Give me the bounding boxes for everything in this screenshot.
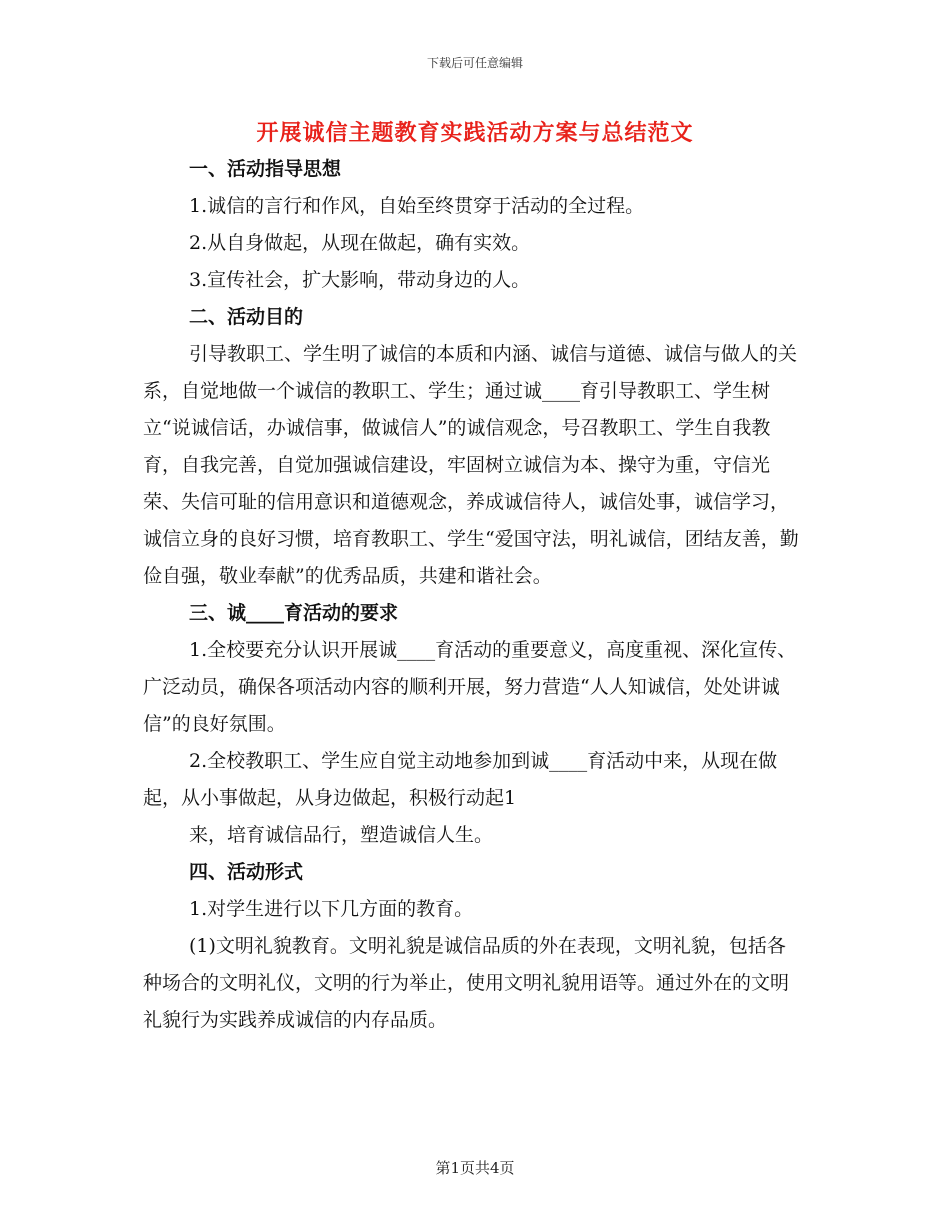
document-title: 开展诚信主题教育实践活动方案与总结范文: [256, 120, 694, 146]
list-item: (1)文明礼貌教育。文明礼貌是诚信品质的外在表现，文明礼貌，包括各种场合的文明礼仪，文明的行为举止，使用文明礼貌用语等。通过外在的文明礼貌行为实践养成诚信的内存品质。: [143, 935, 790, 1031]
paragraph-purpose: 引导教职工、学生明了诚信的本质和内涵、诚信与道德、诚信与做人的关系，自觉地做一个诚信的教职工、学生；通过诚____育引导教职工、学生树立“说诚信话，办诚信事，做诚信人”的诚信观念，号召教职工、学生自我教育，自我完善，自觉加强诚信建设，牢固树立诚信为本、操守为重，守信光荣、失信可耻的信用意识和道德观念，养成诚信待人，诚信处事，诚信学习，诚信立身的良好习惯，培育教职工、学生“爱国守法，明礼诚信，团结友善，勤俭自强，敬业奉献”的优秀品质，共建和谐社会。: [143, 343, 799, 587]
section-heading-requirements: 三、诚____育活动的要求: [189, 602, 399, 624]
list-item: 1.对学生进行以下几方面的教育。: [189, 898, 474, 920]
paragraph-continuation: 来，培育诚信品行，塑造诚信人生。: [189, 824, 494, 846]
section-heading-forms: 四、活动形式: [189, 861, 304, 883]
header-note: 下载后可任意编辑: [426, 56, 523, 70]
page-number-footer: 第1页共4页: [435, 1159, 515, 1177]
section-heading-guiding-thought: 一、活动指导思想: [189, 158, 342, 180]
list-item: 2.从自身做起，从现在做起，确有实效。: [189, 232, 531, 254]
section-heading-purpose: 二、活动目的: [189, 306, 304, 328]
document-body: [143, 151, 803, 1039]
list-item: 1.诚信的言行和作风，自始至终贯穿于活动的全过程。: [189, 195, 645, 217]
list-item: 2.全校教职工、学生应自觉主动地参加到诚____育活动中来，从现在做起，从小事做起，从身边做起，积极行动起1: [143, 750, 778, 809]
list-item: 1.全校要充分认识开展诚____育活动的重要意义，高度重视、深化宣传、广泛动员，确保各项活动内容的顺利开展，努力营造“人人知诚信，处处讲诚信”的良好氛围。: [143, 639, 797, 735]
list-item: 3.宣传社会，扩大影响，带动身边的人。: [189, 269, 531, 291]
